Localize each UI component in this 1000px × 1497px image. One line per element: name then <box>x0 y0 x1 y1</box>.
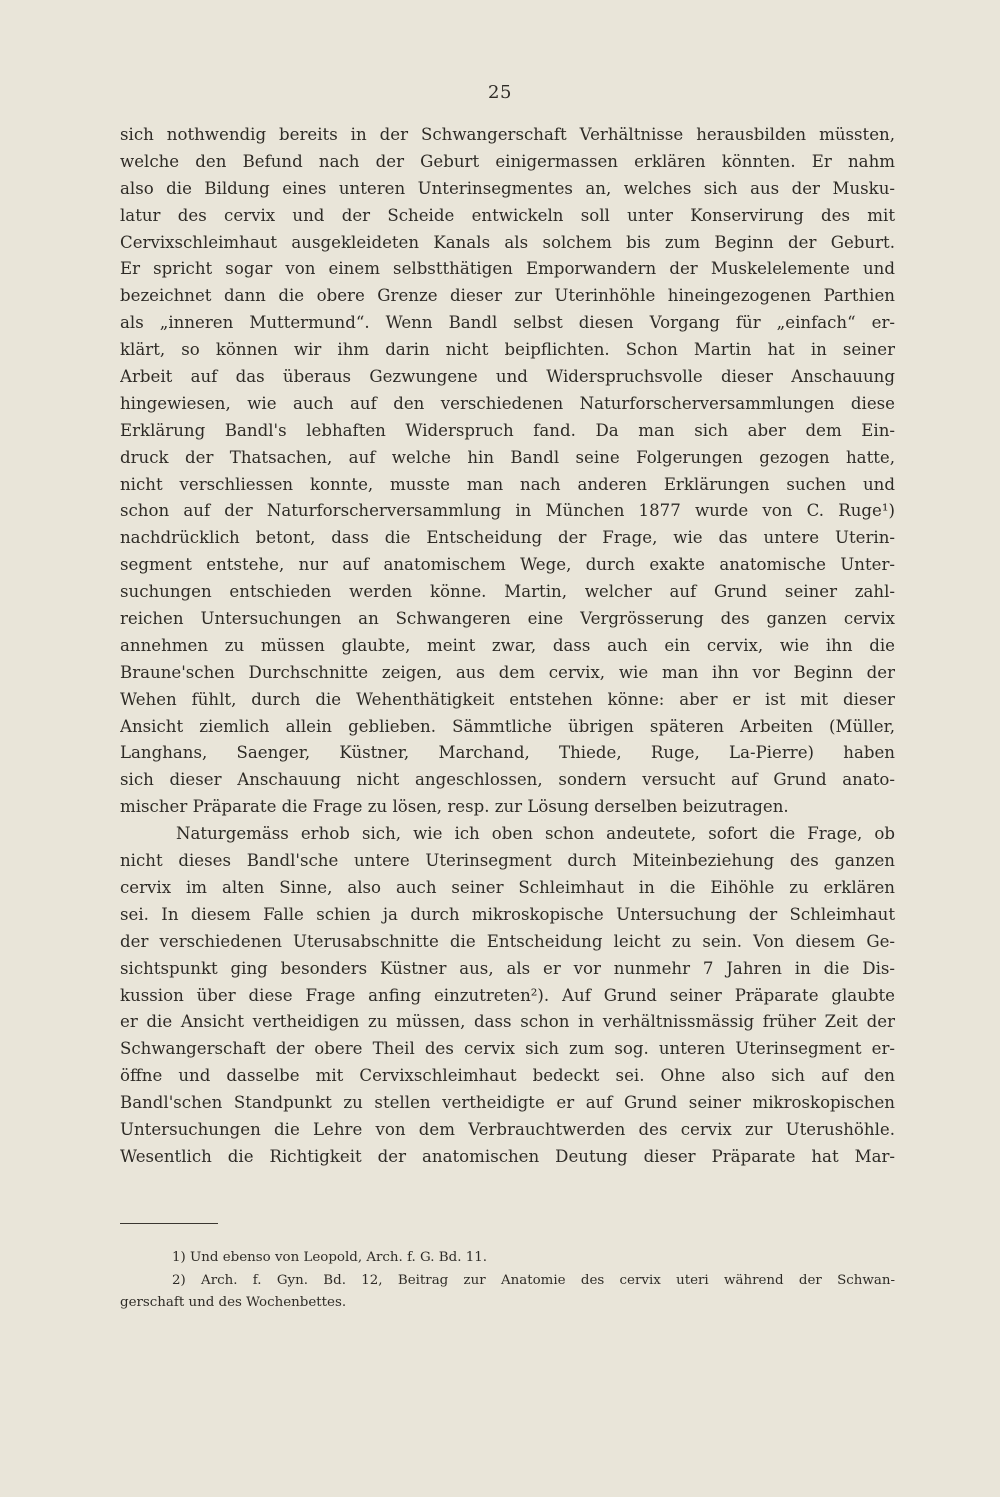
body-line: reichen Untersuchungen an Schwangeren eine Vergrösserung des ganzen cervix <box>120 609 895 629</box>
footnote-divider <box>120 1223 218 1224</box>
body-line: der verschiedenen Uterusabschnitte die Entscheidung leicht zu sein. Von diesem Ge- <box>120 931 895 951</box>
body-line: Er spricht sogar von einem selbstthätigen Emporwandern der Muskelelemente und <box>120 259 895 279</box>
body-line: annehmen zu müssen glaubte, meint zwar, dass auch ein cervix, wie ihn die <box>120 635 895 655</box>
body-line: cervix im alten Sinne, also auch seiner Schleimhaut in die Eihöhle zu erklären <box>120 877 895 897</box>
body-line: schon auf der Naturforscherversammlung in München 1877 wurde von C. Ruge¹) <box>120 501 895 521</box>
footnote-2: 2) Arch. f. Gyn. Bd. 12, Beitrag zur Anatomie des cervix uteri während der Schwan- <box>172 1272 895 1288</box>
body-line: druck der Thatsachen, auf welche hin Bandl seine Folgerungen gezogen hatte, <box>120 447 895 467</box>
body-line: bezeichnet dann die obere Grenze dieser zur Uterinhöhle hineingezogenen Parthien <box>120 286 895 306</box>
body-line: sich dieser Anschauung nicht angeschlossen, sondern versucht auf Grund anato- <box>120 770 895 790</box>
body-line: Schwangerschaft der obere Theil des cervix sich zum sog. unteren Uterinsegment er- <box>120 1039 895 1059</box>
body-text <box>120 122 895 1171</box>
body-line: Ansicht ziemlich allein geblieben. Sämmtliche übrigen späteren Arbeiten (Müller, <box>120 716 895 736</box>
page-number: 25 <box>488 82 512 103</box>
body-line: Wesentlich die Richtigkeit der anatomischen Deutung dieser Präparate hat Mar- <box>120 1146 895 1166</box>
footnote-2-continuation: gerschaft und des Wochenbettes. <box>120 1295 347 1310</box>
body-line: er die Ansicht vertheidigen zu müssen, dass schon in verhältnissmässig früher Zeit der <box>120 1012 895 1032</box>
body-line: Langhans, Saenger, Küstner, Marchand, Thiede, Ruge, La-Pierre) haben <box>120 743 895 763</box>
body-line: als „inneren Muttermund“. Wenn Bandl selbst diesen Vorgang für „einfach“ er- <box>120 313 895 333</box>
body-line: Cervixschleimhaut ausgekleideten Kanals als solchem bis zum Beginn der Geburt. <box>120 232 895 252</box>
body-line: Untersuchungen die Lehre von dem Verbrauchtwerden des cervix zur Uterushöhle. <box>120 1119 895 1139</box>
body-line: Wehen fühlt, durch die Wehenthätigkeit entstehen könne: aber er ist mit dieser <box>120 689 895 709</box>
body-line: Bandl'schen Standpunkt zu stellen vertheidigte er auf Grund seiner mikroskopischen <box>120 1093 895 1113</box>
body-line: Braune'schen Durchschnitte zeigen, aus dem cervix, wie man ihn vor Beginn der <box>120 662 895 682</box>
body-line: öffne und dasselbe mit Cervixschleimhaut bedeckt sei. Ohne also sich auf den <box>120 1066 895 1086</box>
body-line: sich nothwendig bereits in der Schwangerschaft Verhältnisse herausbilden müssten, <box>120 125 895 144</box>
body-line: klärt, so können wir ihm darin nicht beipflichten. Schon Martin hat in seiner <box>120 340 895 360</box>
body-line: nicht verschliessen konnte, musste man nach anderen Erklärungen suchen und <box>120 474 895 494</box>
body-line: also die Bildung eines unteren Unterinsegmentes an, welches sich aus der Musku- <box>120 178 895 198</box>
body-line: nachdrücklich betont, dass die Entscheidung der Frage, wie das untere Uterin- <box>120 528 895 548</box>
body-line: Naturgemäss erhob sich, wie ich oben schon andeutete, sofort die Frage, ob <box>176 824 895 844</box>
body-line: nicht dieses Bandl'sche untere Uterinsegment durch Miteinbeziehung des ganzen <box>120 851 895 871</box>
footnote-1: 1) Und ebenso von Leopold, Arch. f. G. Bd. 11. <box>172 1250 488 1265</box>
body-line: Erklärung Bandl's lebhaften Widerspruch fand. Da man sich aber dem Ein- <box>120 420 895 440</box>
footnotes <box>120 1247 895 1315</box>
body-line: hingewiesen, wie auch auf den verschiedenen Naturforscherversammlungen diese <box>120 393 895 413</box>
body-line: latur des cervix und der Scheide entwickeln soll unter Konservirung des mit <box>120 205 895 225</box>
body-line: welche den Befund nach der Geburt einigermassen erklären könnten. Er nahm <box>120 151 895 171</box>
body-line: Arbeit auf das überaus Gezwungene und Widerspruchsvolle dieser Anschauung <box>120 367 895 387</box>
body-line: segment entstehe, nur auf anatomischem Wege, durch exakte anatomische Unter- <box>120 555 895 575</box>
body-line: sichtspunkt ging besonders Küstner aus, als er vor nunmehr 7 Jahren in die Dis- <box>120 958 895 978</box>
body-line: suchungen entschieden werden könne. Martin, welcher auf Grund seiner zahl- <box>120 582 895 602</box>
body-line: mischer Präparate die Frage zu lösen, resp. zur Lösung derselben beizutragen. <box>120 797 789 817</box>
body-line: sei. In diesem Falle schien ja durch mikroskopische Untersuchung der Schleimhaut <box>120 904 895 924</box>
body-line: kussion über diese Frage anfing einzutreten²). Auf Grund seiner Präparate glaubte <box>120 985 895 1005</box>
